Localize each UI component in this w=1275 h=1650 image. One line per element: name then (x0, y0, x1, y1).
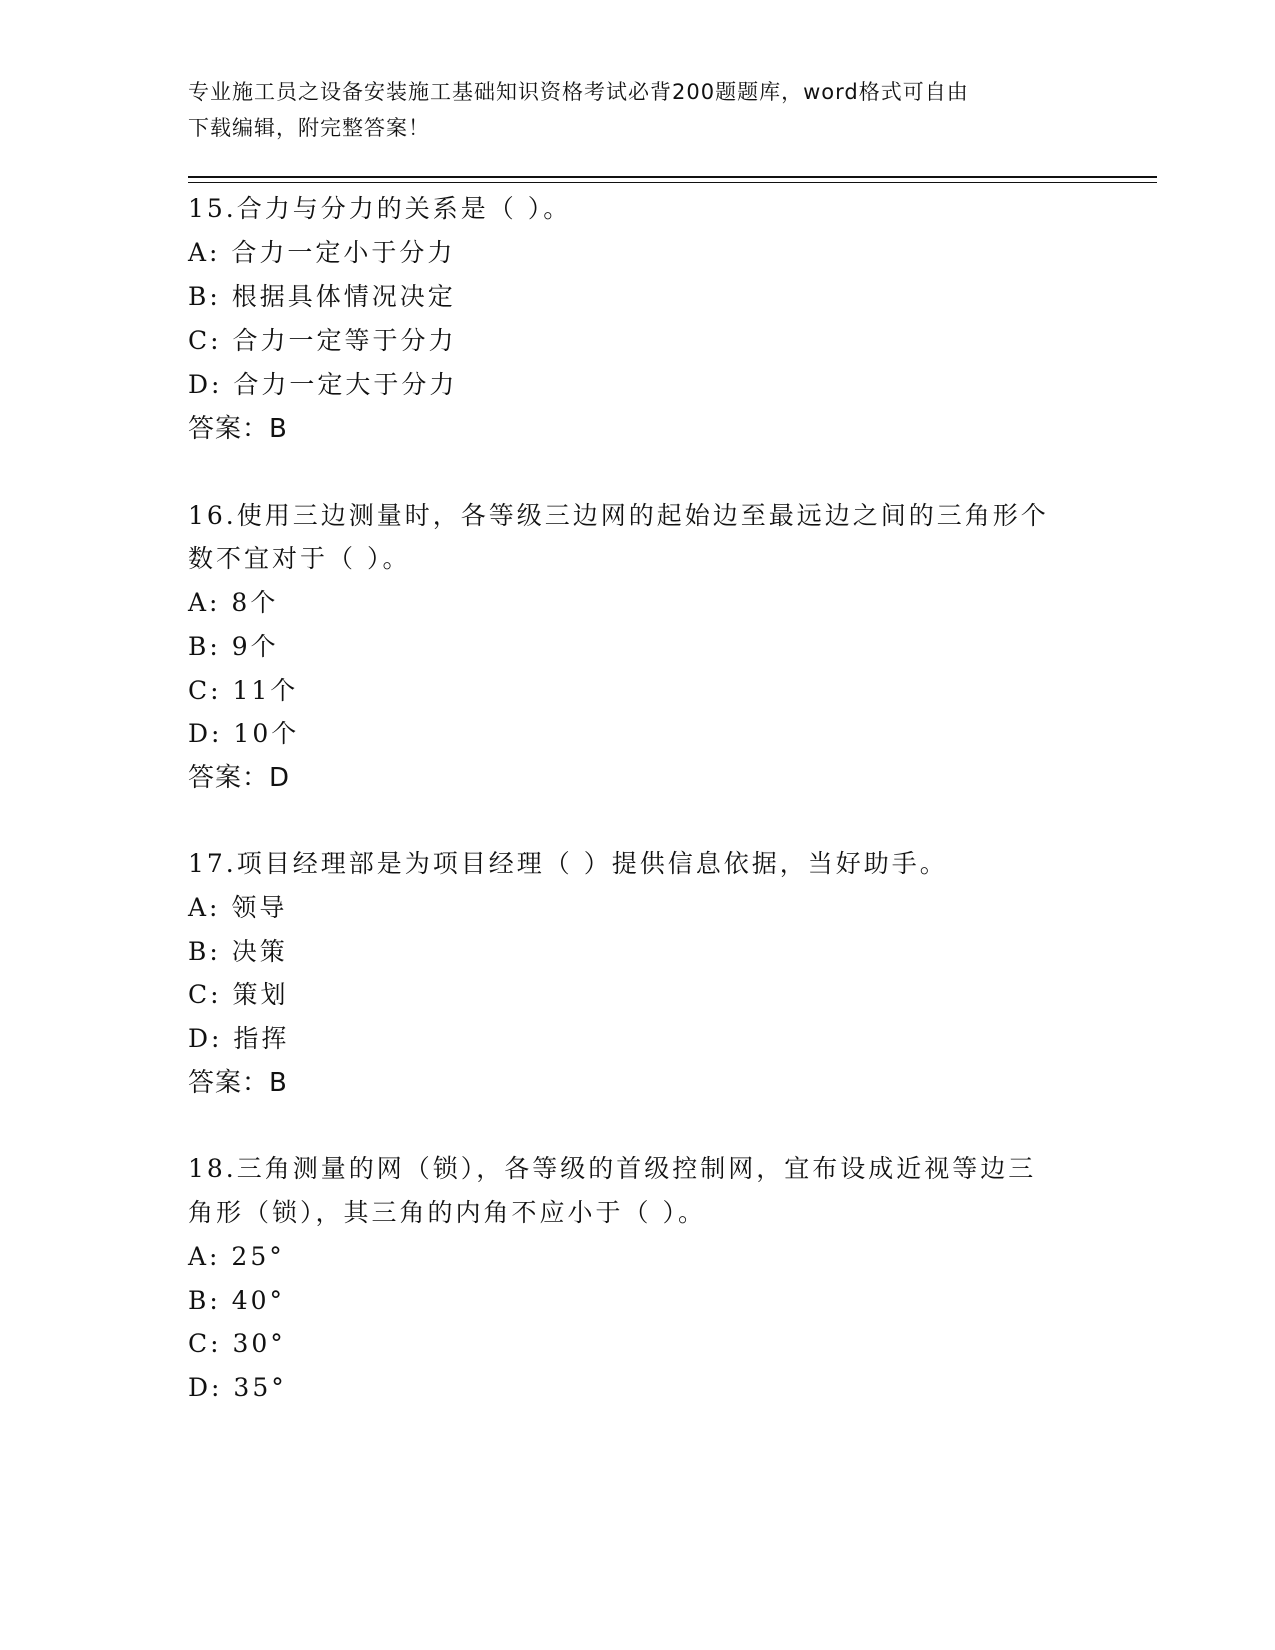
document-header (188, 74, 1088, 146)
question-15-option-a: A: 合力一定小于分力 (188, 238, 456, 267)
question-15-option-d: D: 合力一定大于分力 (188, 370, 458, 399)
question-17-option-b: B: 决策 (188, 937, 288, 966)
question-18-option-d: D: 35° (188, 1373, 287, 1402)
question-15-answer: 答案：B (188, 414, 288, 444)
question-18-option-a: A: 25° (188, 1242, 285, 1271)
question-17-option-d: D: 指挥 (188, 1024, 290, 1053)
header-line-1: 专业施工员之设备安装施工基础知识资格考试必背200题题库，word格式可自由 (188, 80, 969, 104)
question-16-option-b: B: 9个 (188, 632, 279, 661)
question-18-option-b: B: 40° (188, 1286, 286, 1315)
question-15-option-b: B: 根据具体情况决定 (188, 282, 456, 311)
question-18-stem-line-1: 18.三角测量的网（锁），各等级的首级控制网，宜布设成近视等边三 (188, 1154, 1037, 1183)
question-18-option-c: C: 30° (188, 1329, 286, 1358)
question-16-option-d: D: 10个 (188, 719, 300, 748)
question-16-stem-line-2: 数不宜对于（ ）。 (188, 544, 411, 573)
question-17-answer: 答案：B (188, 1068, 288, 1098)
question-16-stem-line-1: 16.使用三边测量时，各等级三边网的起始边至最远边之间的三角形个 (188, 501, 1049, 530)
question-17-stem: 17.项目经理部是为项目经理（ ）提供信息依据，当好助手。 (188, 849, 948, 878)
question-16-answer: 答案：D (188, 763, 291, 793)
question-17-option-a: A: 领导 (188, 893, 288, 922)
header-divider-thin (188, 182, 1157, 183)
header-line-2: 下载编辑，附完整答案！ (188, 116, 430, 140)
question-16-option-c: C: 11个 (188, 676, 299, 705)
question-16-option-a: A: 8个 (188, 588, 279, 617)
question-17-option-c: C: 策划 (188, 980, 289, 1009)
question-15-stem: 15.合力与分力的关系是（ ）。 (188, 194, 572, 223)
question-15-option-c: C: 合力一定等于分力 (188, 326, 457, 355)
question-18-stem-line-2: 角形（锁），其三角的内角不应小于（ ）。 (188, 1198, 706, 1227)
header-divider-thick (188, 176, 1157, 178)
